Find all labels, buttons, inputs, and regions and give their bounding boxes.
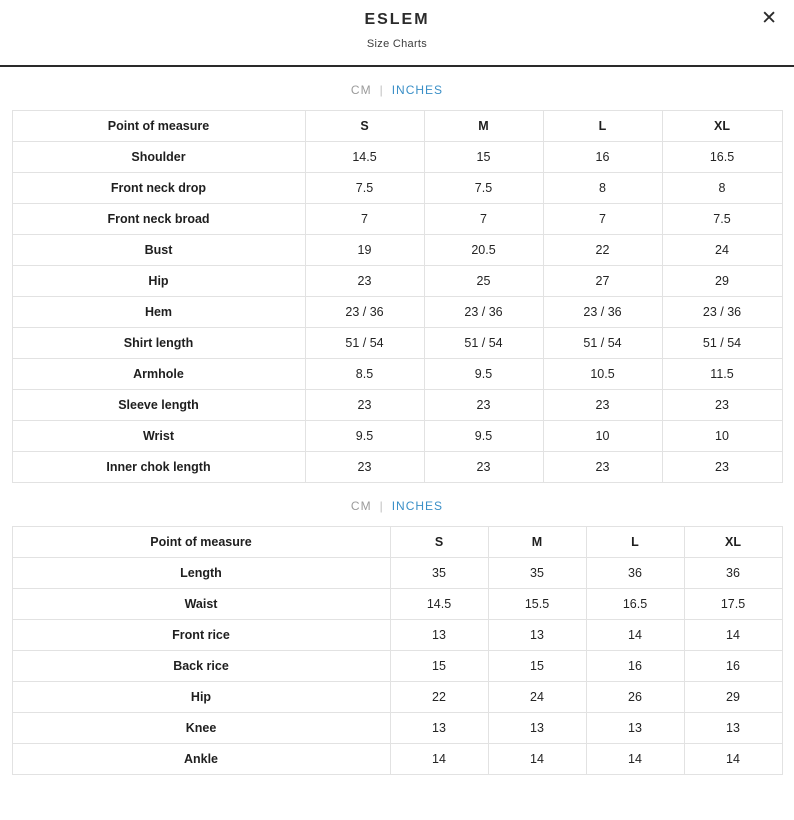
row-label: Shoulder [12, 142, 305, 173]
cell-value: 15 [424, 142, 543, 173]
cell-value: 8 [662, 173, 782, 204]
cell-value: 23 [305, 390, 424, 421]
cell-value: 9.5 [424, 421, 543, 452]
row-label: Hem [12, 297, 305, 328]
row-label: Inner chok length [12, 452, 305, 483]
cell-value: 17.5 [684, 589, 782, 620]
cell-value: 14 [684, 744, 782, 775]
cell-value: 23 [305, 452, 424, 483]
cell-value: 23 [543, 452, 662, 483]
cell-value: 26 [586, 682, 684, 713]
column-header: S [390, 527, 488, 558]
cell-value: 14.5 [390, 589, 488, 620]
row-label: Knee [12, 713, 390, 744]
cell-value: 16.5 [662, 142, 782, 173]
cell-value: 23 / 36 [305, 297, 424, 328]
size-chart-section-top [0, 83, 794, 483]
modal-header [0, 0, 794, 51]
cell-value: 22 [543, 235, 662, 266]
row-label: Ankle [12, 744, 390, 775]
cell-value: 24 [488, 682, 586, 713]
cell-value: 13 [684, 713, 782, 744]
table-row [12, 142, 782, 173]
cell-value: 14 [684, 620, 782, 651]
cell-value: 14.5 [305, 142, 424, 173]
table-row [12, 297, 782, 328]
table-row [12, 682, 782, 713]
column-header: L [543, 111, 662, 142]
unit-inches-link[interactable]: INCHES [391, 499, 444, 513]
column-header: XL [684, 527, 782, 558]
cell-value: 16 [684, 651, 782, 682]
cell-value: 13 [488, 620, 586, 651]
size-table-top [12, 110, 783, 483]
cell-value: 20.5 [424, 235, 543, 266]
cell-value: 35 [488, 558, 586, 589]
header-divider [0, 65, 794, 67]
row-label: Front neck drop [12, 173, 305, 204]
row-label: Wrist [12, 421, 305, 452]
cell-value: 36 [586, 558, 684, 589]
table-row [12, 421, 782, 452]
cell-value: 7 [543, 204, 662, 235]
row-label: Shirt length [12, 328, 305, 359]
cell-value: 51 / 54 [424, 328, 543, 359]
cell-value: 29 [662, 266, 782, 297]
page-subtitle: Size Charts [366, 38, 428, 50]
unit-toggle-separator: | [379, 83, 384, 97]
cell-value: 10 [543, 421, 662, 452]
cell-value: 23 / 36 [662, 297, 782, 328]
cell-value: 7 [305, 204, 424, 235]
table-row [12, 713, 782, 744]
page-title: ESLEM [364, 11, 430, 28]
table-row [12, 173, 782, 204]
cell-value: 24 [662, 235, 782, 266]
cell-value: 36 [684, 558, 782, 589]
table-row [12, 204, 782, 235]
size-chart-section-bottom [0, 499, 794, 775]
table-row [12, 328, 782, 359]
column-header: L [586, 527, 684, 558]
cell-value: 15.5 [488, 589, 586, 620]
cell-value: 14 [488, 744, 586, 775]
cell-value: 13 [586, 713, 684, 744]
table-row [12, 390, 782, 421]
size-table-bottom [12, 526, 783, 775]
table-row [12, 651, 782, 682]
close-icon[interactable]: ✕ [757, 6, 781, 32]
unit-toggle-top [0, 83, 794, 98]
cell-value: 9.5 [424, 359, 543, 390]
cell-value: 51 / 54 [662, 328, 782, 359]
column-header: S [305, 111, 424, 142]
cell-value: 8 [543, 173, 662, 204]
column-header: Point of measure [12, 527, 390, 558]
cell-value: 13 [488, 713, 586, 744]
cell-value: 7.5 [305, 173, 424, 204]
table-header-row [12, 111, 782, 142]
cell-value: 13 [390, 620, 488, 651]
row-label: Front rice [12, 620, 390, 651]
table-row [12, 359, 782, 390]
cell-value: 23 / 36 [424, 297, 543, 328]
cell-value: 25 [424, 266, 543, 297]
cell-value: 23 [543, 390, 662, 421]
table-row [12, 558, 782, 589]
cell-value: 29 [684, 682, 782, 713]
cell-value: 15 [488, 651, 586, 682]
row-label: Length [12, 558, 390, 589]
cell-value: 23 [424, 452, 543, 483]
cell-value: 14 [586, 744, 684, 775]
cell-value: 27 [543, 266, 662, 297]
column-header: M [424, 111, 543, 142]
cell-value: 22 [390, 682, 488, 713]
cell-value: 15 [390, 651, 488, 682]
cell-value: 23 [424, 390, 543, 421]
cell-value: 23 [662, 390, 782, 421]
cell-value: 16 [586, 651, 684, 682]
cell-value: 14 [390, 744, 488, 775]
cell-value: 19 [305, 235, 424, 266]
cell-value: 9.5 [305, 421, 424, 452]
cell-value: 35 [390, 558, 488, 589]
cell-value: 10.5 [543, 359, 662, 390]
unit-toggle-bottom [0, 499, 794, 514]
row-label: Hip [12, 266, 305, 297]
row-label: Bust [12, 235, 305, 266]
cell-value: 8.5 [305, 359, 424, 390]
column-header: M [488, 527, 586, 558]
cell-value: 7.5 [424, 173, 543, 204]
unit-cm-link[interactable]: CM [350, 499, 372, 513]
unit-inches-link[interactable]: INCHES [391, 83, 444, 97]
table-row [12, 452, 782, 483]
table-row [12, 744, 782, 775]
cell-value: 16.5 [586, 589, 684, 620]
cell-value: 7.5 [662, 204, 782, 235]
cell-value: 13 [390, 713, 488, 744]
cell-value: 51 / 54 [305, 328, 424, 359]
cell-value: 23 / 36 [543, 297, 662, 328]
cell-value: 16 [543, 142, 662, 173]
unit-cm-link[interactable]: CM [350, 83, 372, 97]
cell-value: 11.5 [662, 359, 782, 390]
row-label: Back rice [12, 651, 390, 682]
table-row [12, 589, 782, 620]
cell-value: 23 [662, 452, 782, 483]
row-label: Waist [12, 589, 390, 620]
table-header-row [12, 527, 782, 558]
row-label: Front neck broad [12, 204, 305, 235]
row-label: Armhole [12, 359, 305, 390]
cell-value: 7 [424, 204, 543, 235]
cell-value: 14 [586, 620, 684, 651]
unit-toggle-separator: | [379, 499, 384, 513]
cell-value: 23 [305, 266, 424, 297]
row-label: Hip [12, 682, 390, 713]
table-row [12, 266, 782, 297]
row-label: Sleeve length [12, 390, 305, 421]
table-row [12, 235, 782, 266]
cell-value: 10 [662, 421, 782, 452]
table-row [12, 620, 782, 651]
cell-value: 51 / 54 [543, 328, 662, 359]
column-header: XL [662, 111, 782, 142]
column-header: Point of measure [12, 111, 305, 142]
